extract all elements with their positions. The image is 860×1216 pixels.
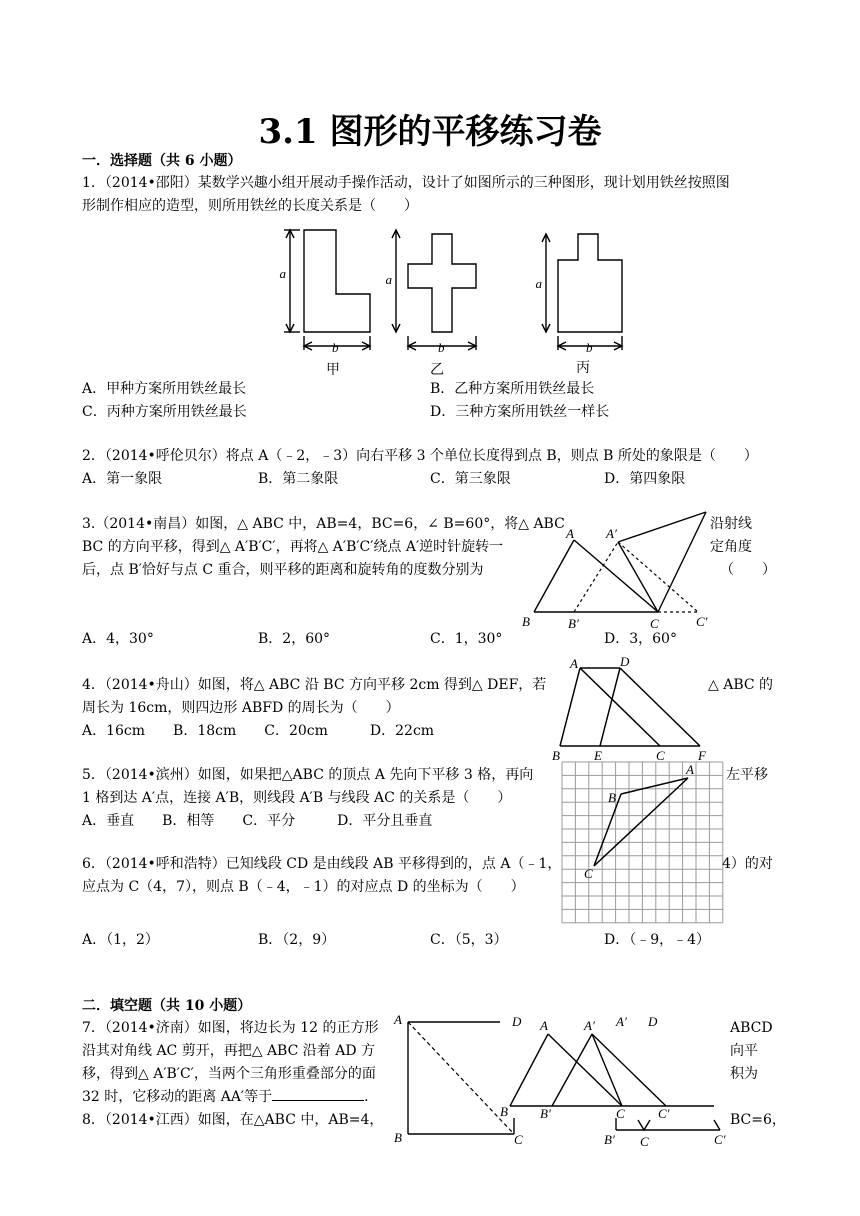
question-5-line1-right: 左平移: [726, 767, 768, 783]
question-8-line1-right: BC=6，: [730, 1112, 786, 1128]
question-7-line3-right: 积为: [730, 1066, 758, 1082]
question-6-option-a: A．（1，2）: [82, 932, 159, 948]
label-B-prime: B′: [540, 1106, 551, 1121]
label-A-prime: A′: [606, 526, 617, 541]
label-C: C: [514, 1132, 523, 1147]
question-7-line4-end: ．: [364, 1089, 379, 1105]
question-1-option-c: C．丙种方案所用铁丝最长: [82, 404, 247, 420]
label-C-prime: C′: [658, 1106, 670, 1121]
label-D: D: [512, 1014, 522, 1029]
question-4-line1: 4．（2014•舟山）如图，将△ ABC 沿 BC 方向平移 2cm 得到△ DEF，若: [82, 677, 547, 693]
label-D: D: [620, 654, 630, 669]
label-A: A: [540, 1018, 548, 1033]
label-A-prime-2: A′: [616, 1014, 627, 1029]
question-3-line2-right: 定角度: [710, 539, 752, 555]
question-7-line3: 移，得到△ A′B′C′，当两个三角形重叠部分的面: [82, 1066, 376, 1082]
label-A-prime: A′: [584, 1018, 595, 1033]
question-3-figure: [518, 508, 714, 630]
label-C: C: [656, 748, 665, 763]
label-b-3: b: [586, 340, 593, 355]
question-6-option-b: B．（2，9）: [258, 932, 336, 948]
label-C: C: [616, 1106, 625, 1121]
question-5-line2: 1 格到达 A′点，连接 A′B，则线段 A′B 与线段 AC 的关系是（ ）: [82, 790, 512, 806]
question-3-option-c: C．1，30°: [430, 631, 503, 647]
question-7-line1: 7．（2014•济南）如图，将边长为 12 的正方形: [82, 1020, 379, 1036]
question-6-line1: 6．（2014•呼和浩特）已知线段 CD 是由线段 AB 平移得到的，点 A（﹣1，: [82, 856, 562, 872]
question-1-line2: 形制作相应的造型，则所用铁丝的长度关系是（ ）: [82, 198, 418, 214]
label-B: B: [394, 1130, 402, 1145]
question-3-option-b: B．2，60°: [258, 631, 331, 647]
label-B: B: [522, 614, 530, 629]
label-B: B: [500, 1104, 508, 1119]
answer-blank[interactable]: [272, 1086, 364, 1101]
shape-jia: [304, 230, 370, 332]
question-5-line1: 5．（2014•滨州）如图，如果把△ABC 的顶点 A 先向下平移 3 格，再向: [82, 767, 534, 783]
question-2-option-c: C．第三象限: [430, 471, 511, 487]
question-4-figure: [548, 654, 714, 764]
question-1-option-d: D．三种方案所用铁丝一样长: [430, 404, 610, 420]
label-E: E: [594, 748, 602, 763]
question-4-options: A．16cm B．18cm C．20cm D．22cm: [82, 723, 435, 739]
question-3-line1-right: 沿射线: [710, 516, 752, 532]
question-2-line1: 2．（2014•呼伦贝尔）将点 A（﹣2，﹣3）向右平移 3 个单位长度得到点 B，则点 B 所处的象限是（ ）: [82, 448, 758, 464]
question-3-option-d: D．3，60°: [604, 631, 677, 647]
label-C-prime-2: C′: [714, 1132, 726, 1147]
question-5-grid-figure: [560, 760, 726, 926]
page-title: 3.1 图形的平移练习卷: [258, 112, 602, 152]
caption-yi: 乙: [430, 363, 444, 378]
label-A: A: [566, 526, 574, 541]
section-heading-fill: 二．填空题（共 10 小题）: [82, 998, 252, 1014]
label-A: A: [394, 1012, 402, 1027]
question-6-option-c: C．（5，3）: [430, 932, 508, 948]
question-6-line2: 应点为 C（4，7），则点 B（﹣4，﹣1）的对应点 D 的坐标为（ ）: [82, 879, 525, 895]
label-B-prime-2: B′: [604, 1132, 615, 1147]
label-a-2: a: [385, 272, 392, 287]
label-b-2: b: [438, 340, 445, 355]
question-2-option-b: B．第二象限: [258, 471, 339, 487]
label-F: F: [698, 748, 706, 763]
question-8-line1: 8．（2014•江西）如图，在△ABC 中，AB=4，: [82, 1112, 384, 1128]
label-C-2: C: [640, 1134, 649, 1149]
question-8-figure: [496, 1008, 730, 1148]
label-C-prime: C′: [696, 614, 708, 629]
label-b-1: b: [332, 340, 339, 355]
question-7-line4: [82, 1086, 378, 1108]
label-C: C: [584, 866, 593, 881]
shape-bing: [558, 234, 622, 332]
label-B: B: [608, 790, 616, 805]
label-A: A: [570, 656, 578, 671]
section-heading-choice: 一．选择题（共 6 小题）: [82, 153, 242, 169]
label-B-prime: B′: [568, 616, 579, 631]
question-2-option-a: A．第一象限: [82, 471, 163, 487]
question-4-line1-right: △ ABC 的: [708, 677, 774, 693]
question-2-option-d: D．第四象限: [604, 471, 686, 487]
question-6-option-d: D．（﹣9，﹣4）: [604, 932, 711, 948]
label-a-1: a: [279, 266, 286, 281]
question-7-line2: 沿其对角线 AC 剪开，再把△ ABC 沿着 AD 方: [82, 1043, 375, 1059]
question-3-line1: 3.（2014•南昌）如图，△ ABC 中，AB=4，BC=6，∠ B=60°，将△ ABC: [82, 516, 565, 532]
question-1-option-a: A．甲种方案所用铁丝最长: [82, 381, 247, 397]
question-3-line2: BC 的方向平移，得到△ A′B′C′，再将△ A′B′C′绕点 A′逆时针旋转一: [82, 539, 504, 555]
question-3-line3-right: （ ）: [720, 562, 776, 578]
label-C: C: [650, 616, 659, 631]
label-a-3: a: [535, 276, 542, 291]
label-A: A: [686, 762, 694, 777]
question-7-line1-right: ABCD: [730, 1020, 773, 1036]
shape-yi: [408, 234, 476, 332]
question-1-figure: [270, 222, 650, 382]
question-5-options: A．垂直 B．相等 C．平分 D．平分且垂直: [82, 813, 433, 829]
question-7-line4-text: 32 时，它移动的距离 AA′等于: [82, 1089, 273, 1105]
question-7-line2-right: 向平: [730, 1043, 758, 1059]
label-B: B: [552, 748, 560, 763]
question-3-option-a: A．4，30°: [82, 631, 154, 647]
label-D: D: [648, 1014, 658, 1029]
question-1-option-b: B．乙种方案所用铁丝最长: [430, 381, 595, 397]
question-6-line1-right: 4）的对: [722, 856, 773, 872]
question-1-line1: 1．（2014•邵阳）某数学兴趣小组开展动手操作活动，设计了如图所示的三种图形，现计划用铁丝按照图: [82, 175, 730, 191]
question-4-line2: 周长为 16cm，则四边形 ABFD 的周长为（ ）: [82, 700, 400, 716]
caption-bing: 丙: [576, 361, 590, 376]
caption-jia: 甲: [326, 363, 340, 378]
question-3-line3: 后，点 B′恰好与点 C 重合，则平移的距离和旋转角的度数分别为: [82, 562, 484, 578]
